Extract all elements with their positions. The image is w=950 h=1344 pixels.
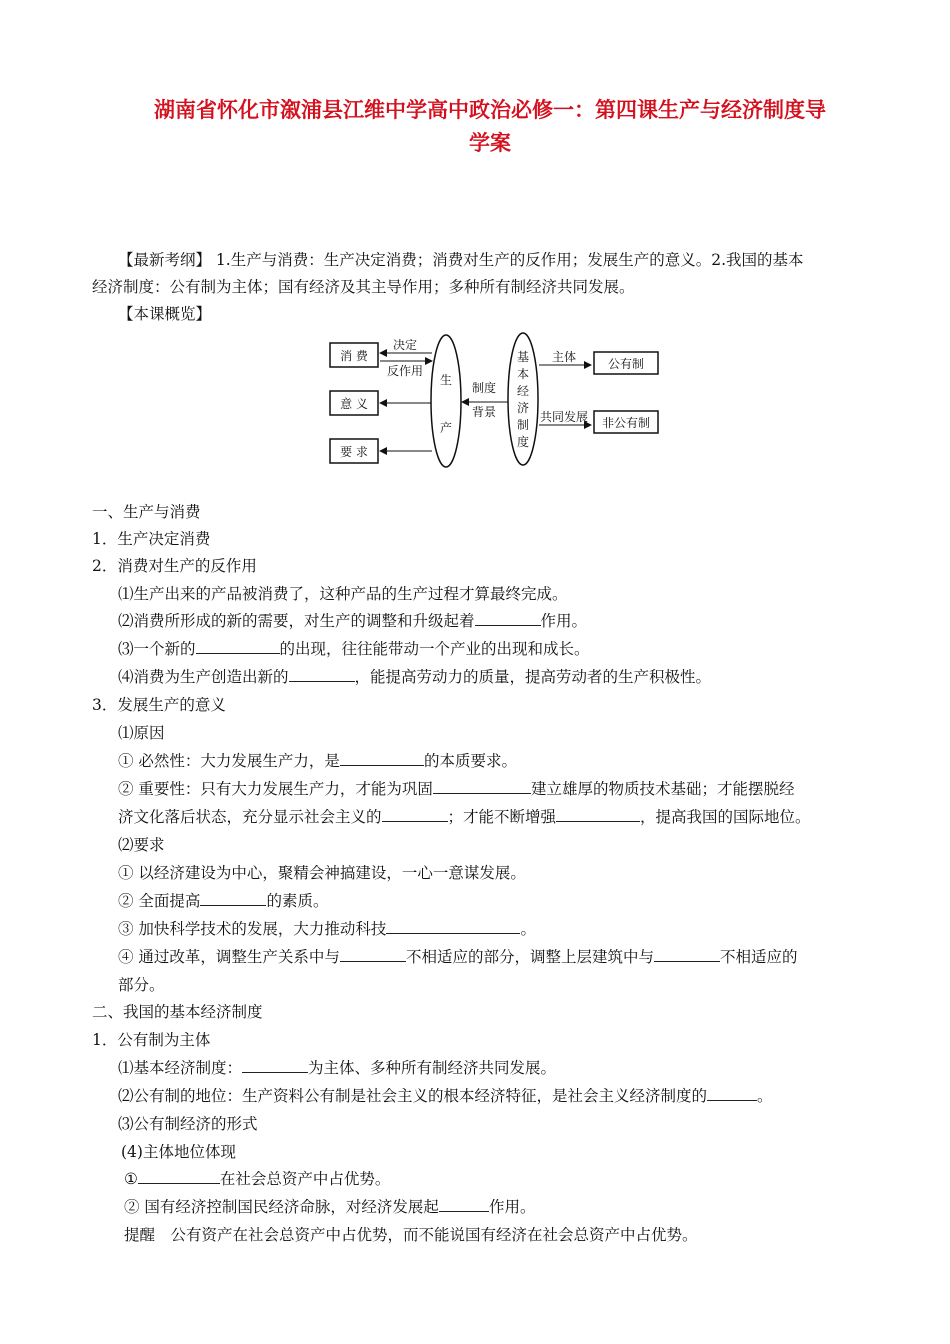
- fill-blank[interactable]: [340, 751, 424, 766]
- text: 为主体、多种所有制经济共同发展。: [308, 1059, 557, 1077]
- label-common: 共同发展: [539, 410, 589, 424]
- text: ② 国有经济控制国民经济命脉，对经济发展起: [124, 1198, 439, 1216]
- fill-blank[interactable]: [242, 1058, 308, 1073]
- item-2-1-4b: [124, 1196, 535, 1218]
- item-1-3-1c: [118, 806, 811, 828]
- label-decide: 决定: [392, 338, 418, 352]
- section-1-heading: 一、生产与消费: [92, 503, 201, 521]
- ellipse-basic-char-2: 本: [516, 367, 530, 381]
- ellipse-production-char-2: 产: [439, 421, 453, 435]
- item-1-3-2c: [118, 918, 536, 940]
- box-nonpublic-label: 非公有制: [601, 416, 651, 430]
- item-1-3-2d: [118, 946, 797, 968]
- text: 作用。: [488, 1198, 536, 1216]
- item-1-3-1a: [118, 750, 517, 772]
- text: ④ 通过改革，调整生产关系中与: [118, 948, 340, 966]
- item-1-3-2b: [118, 890, 328, 912]
- fill-blank[interactable]: [200, 891, 266, 906]
- label-react: 反作用: [386, 364, 424, 378]
- item-1-3: 3．发展生产的意义: [92, 696, 226, 714]
- text: 建立雄厚的物质技术基础；才能摆脱经: [530, 780, 795, 798]
- ellipse-basic-char-1: 基: [516, 350, 530, 364]
- text: 济文化落后状态，充分显示社会主义的: [118, 808, 382, 826]
- item-2-1-1: [118, 1057, 556, 1079]
- text: ② 全面提高: [118, 892, 201, 910]
- item-1-3-2e: 部分。: [118, 976, 165, 994]
- text: ③ 加快科学技术的发展，大力推动科技: [118, 920, 387, 938]
- text: 在社会总资产中占优势。: [219, 1170, 391, 1188]
- item-1-2-1: ⑴生产出来的产品被消费了，这种产品的生产过程才算最终完成。: [118, 585, 568, 603]
- item-1-2-4: [118, 666, 711, 688]
- fill-blank[interactable]: [340, 947, 406, 962]
- label-main: 主体: [551, 350, 577, 364]
- text: ⑴基本经济制度：: [118, 1059, 243, 1077]
- fill-blank[interactable]: [433, 779, 531, 794]
- text: 作用。: [540, 612, 588, 630]
- text: ①: [124, 1170, 138, 1188]
- label-background: 背景: [471, 405, 497, 419]
- text: ② 重要性：只有大力发展生产力，才能为巩固: [118, 780, 433, 798]
- text: 不相适应的: [719, 948, 798, 966]
- text: ，能提高劳动力的质量，提高劳动者的生产积极性。: [354, 668, 712, 686]
- fill-blank[interactable]: [138, 1169, 220, 1184]
- ellipse-basic-char-5: 制: [516, 418, 530, 432]
- section-2-heading: 二、我国的基本经济制度: [92, 1003, 263, 1021]
- label-system: 制度: [471, 381, 497, 395]
- item-1-3-1: ⑴原因: [118, 724, 165, 742]
- ellipse-production: [431, 335, 461, 467]
- text: ，提高我国的国际地位。: [640, 808, 811, 826]
- fill-blank[interactable]: [382, 807, 448, 822]
- box-consume-label: 消 费: [340, 349, 368, 363]
- lesson-overview-diagram: [0, 0, 950, 500]
- text: ⑷消费为生产创造出新的: [118, 668, 289, 686]
- fill-blank[interactable]: [707, 1086, 757, 1101]
- item-2-1-4: (4)主体地位体现: [121, 1143, 236, 1161]
- box-public-label: 公有制: [607, 357, 645, 371]
- text: ⑵公有制的地位：生产资料公有制是社会主义的根本经济特征，是社会主义经济制度的: [118, 1087, 708, 1105]
- tip-note: 提醒 公有资产在社会总资产中占优势，而不能说国有经济在社会总资产中占优势。: [124, 1226, 698, 1244]
- box-require-label: 要 求: [340, 445, 368, 459]
- fill-blank[interactable]: [196, 639, 280, 654]
- exam-outline-line-1: 【最新考纲】 1.生产与消费：生产决定消费；消费对生产的反作用；发展生产的意义。2.我国的基本: [118, 251, 804, 269]
- ellipse-basic-char-4: 济: [516, 401, 530, 415]
- ellipse-production-char-1: 生: [439, 373, 453, 387]
- item-2-1: 1．公有制为主体: [92, 1031, 211, 1049]
- text: 的出现，往往能带动一个产业的出现和成长。: [279, 640, 590, 658]
- fill-blank[interactable]: [439, 1197, 489, 1212]
- overview-heading: 【本课概览】: [118, 305, 212, 323]
- ellipse-basic-char-3: 经: [516, 384, 530, 398]
- item-2-1-4a: [124, 1168, 390, 1190]
- item-1-3-2a: ① 以经济建设为中心，聚精会神搞建设，一心一意谋发展。: [118, 864, 526, 882]
- document-title-line-2: 学案: [469, 130, 511, 155]
- item-1-3-1b: [118, 778, 794, 800]
- item-2-1-3: ⑶公有制经济的形式: [118, 1115, 258, 1133]
- text: 的素质。: [266, 892, 329, 910]
- text: ① 必然性：大力发展生产力，是: [118, 752, 340, 770]
- item-1-1: 1．生产决定消费: [92, 530, 211, 548]
- document-title-line-1: 湖南省怀化市溆浦县江维中学高中政治必修一：第四课生产与经济制度导: [154, 97, 826, 122]
- text: ⑶一个新的: [118, 640, 196, 658]
- box-meaning-label: 意 义: [340, 397, 368, 411]
- item-1-2-3: [118, 638, 590, 660]
- ellipse-basic-char-6: 度: [516, 435, 530, 449]
- text: ⑵消费所形成的新的需要，对生产的调整和升级起着: [118, 612, 475, 630]
- text: 。: [757, 1087, 773, 1105]
- exam-outline-line-2: 经济制度：公有制为主体；国有经济及其主导作用；多种所有制经济共同发展。: [92, 278, 635, 296]
- fill-blank[interactable]: [654, 947, 720, 962]
- fill-blank[interactable]: [386, 919, 520, 934]
- item-2-1-2: [118, 1085, 773, 1107]
- fill-blank[interactable]: [475, 611, 541, 626]
- text: 的本质要求。: [423, 752, 517, 770]
- text: ；才能不断增强: [447, 808, 557, 826]
- item-1-3-2: ⑵要求: [118, 836, 165, 854]
- fill-blank[interactable]: [289, 667, 355, 682]
- fill-blank[interactable]: [556, 807, 640, 822]
- text: 不相适应的部分，调整上层建筑中与: [405, 948, 654, 966]
- item-1-2-2: [118, 610, 587, 632]
- text: 。: [520, 920, 536, 938]
- item-1-2: 2．消费对生产的反作用: [92, 557, 257, 575]
